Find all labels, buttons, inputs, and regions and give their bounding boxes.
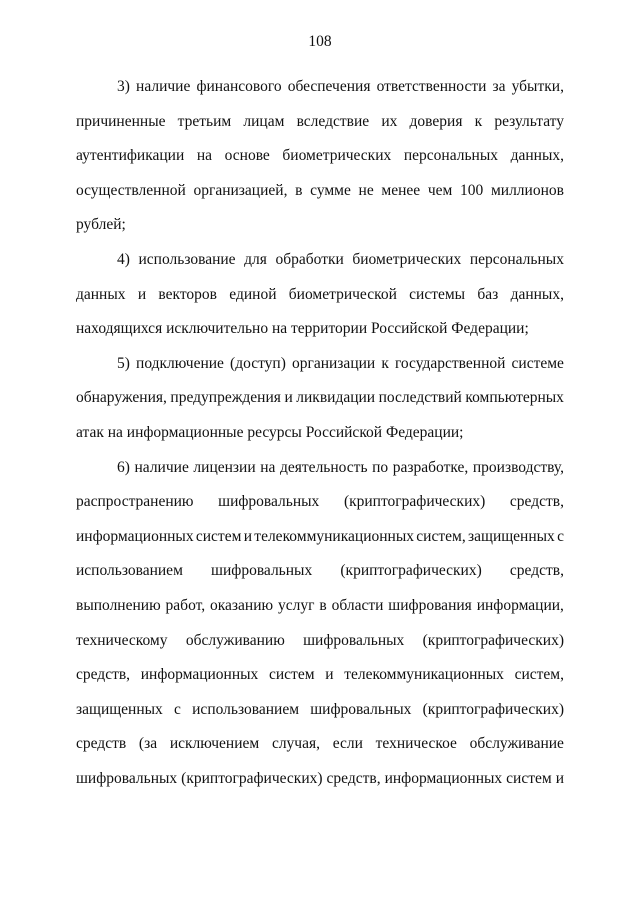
document-body <box>76 70 564 796</box>
text-line: использованием шифровальных (криптографических) средств, <box>76 562 564 580</box>
text-line: находящихся исключительно на территории Российской Федерации; <box>76 320 529 338</box>
text-line: средств (за исключением случая, если техническое обслуживание <box>76 735 564 753</box>
text-line: информационных систем и телекоммуникационных систем, защищенных с <box>76 527 564 545</box>
paragraph-item-5 <box>76 347 564 451</box>
paragraph-item-4 <box>76 243 564 347</box>
text-line: выполнению работ, оказанию услуг в области шифрования информации, <box>76 596 564 614</box>
text-line: 5) подключение (доступ) организации к государственной системе <box>117 354 564 372</box>
text-line: данных и векторов единой биометрической системы баз данных, <box>76 285 564 303</box>
text-line: распространению шифровальных (криптографических) средств, <box>76 493 564 511</box>
text-line: атак на информационные ресурсы Российской Федерации; <box>76 423 464 441</box>
text-line: шифровальных (криптографических) средств, информационных систем и <box>76 769 564 787</box>
text-line: осуществленной организацией, в сумме не менее чем 100 миллионов <box>76 181 564 199</box>
text-line: причиненные третьим лицам вследствие их доверия к результату <box>76 112 564 130</box>
text-line: рублей; <box>76 216 126 234</box>
text-line: 3) наличие финансового обеспечения ответственности за убытки, <box>117 78 564 95</box>
text-line: 6) наличие лицензии на деятельность по разработке, производству, <box>117 458 564 476</box>
paragraph-item-3 <box>76 70 564 243</box>
text-line: аутентификации на основе биометрических персональных данных, <box>76 147 564 165</box>
text-line: защищенных с использованием шифровальных (криптографических) <box>76 700 564 718</box>
paragraph-item-6 <box>76 451 564 797</box>
text-line: обнаружения, предупреждения и ликвидации последствий компьютерных <box>76 389 564 407</box>
text-line: 4) использование для обработки биометрических персональных <box>117 250 564 268</box>
page-number: 108 <box>308 33 332 50</box>
text-line: техническому обслуживанию шифровальных (криптографических) <box>76 631 564 649</box>
text-line: средств, информационных систем и телекоммуникационных систем, <box>76 666 564 684</box>
